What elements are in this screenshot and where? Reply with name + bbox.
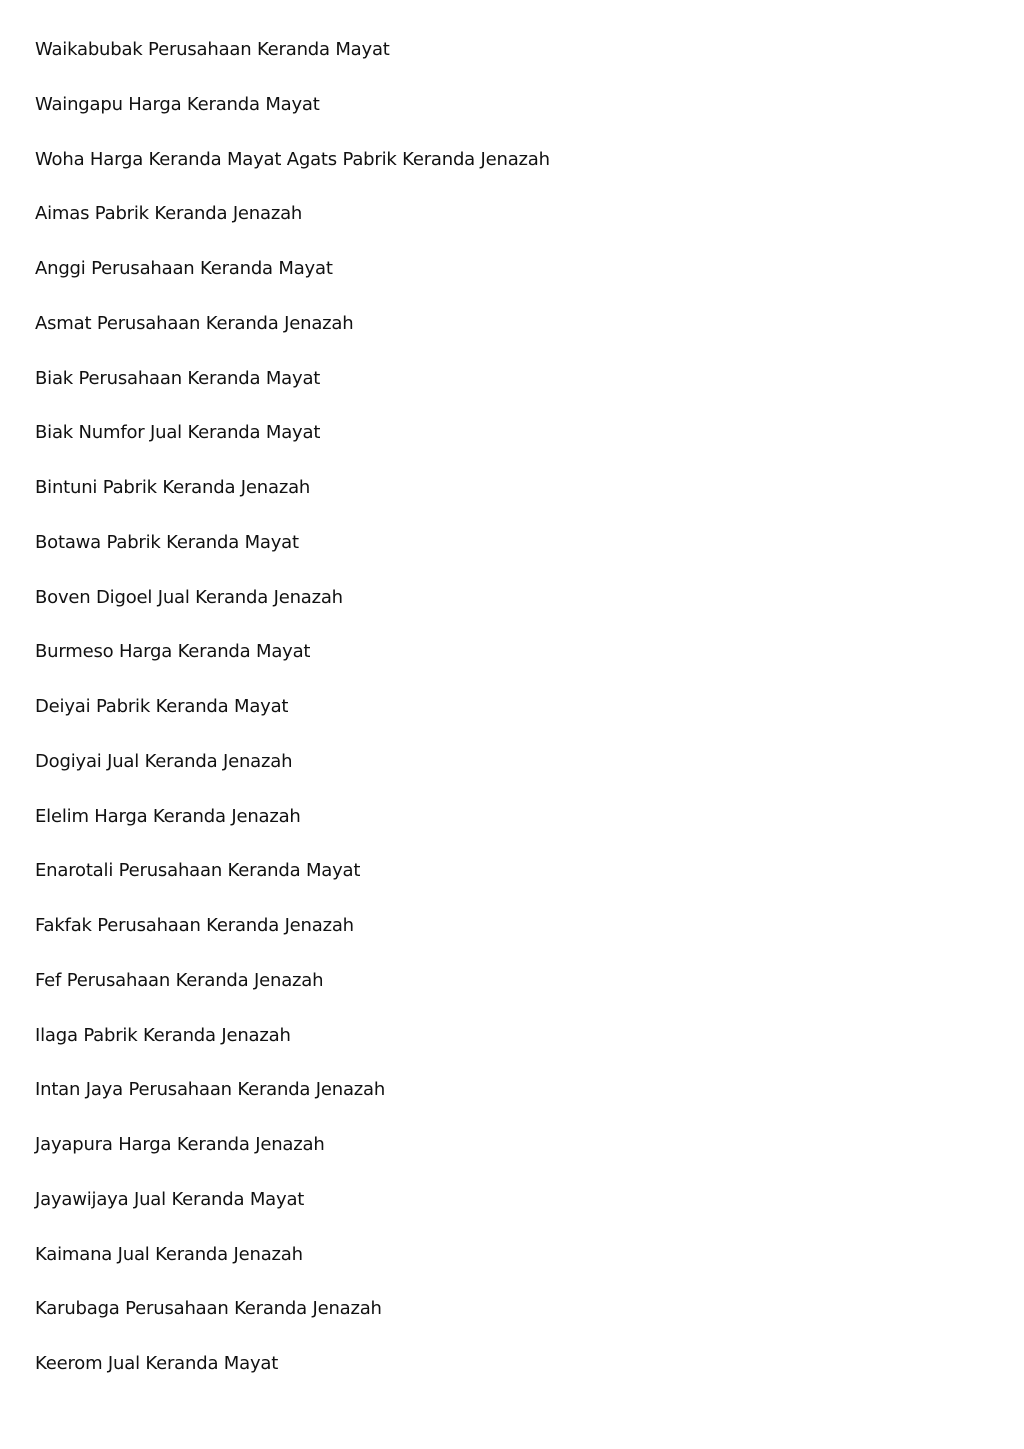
list-item: Woha Harga Keranda Mayat Agats Pabrik Keranda Jenazah <box>35 148 550 170</box>
list-item: Enarotali Perusahaan Keranda Mayat <box>35 860 361 882</box>
list-item: Anggi Perusahaan Keranda Mayat <box>35 258 333 279</box>
list-item: Jayawijaya Jual Keranda Mayat <box>35 1188 305 1210</box>
list-item: Asmat Perusahaan Keranda Jenazah <box>35 312 354 334</box>
list-item: Waingapu Harga Keranda Mayat <box>35 93 320 115</box>
list-item: Fakfak Perusahaan Keranda Jenazah <box>35 915 354 936</box>
list-item: Keerom Jual Keranda Mayat <box>35 1353 279 1374</box>
list-item: Karubaga Perusahaan Keranda Jenazah <box>35 1298 382 1320</box>
list-item: Ilaga Pabrik Keranda Jenazah <box>35 1024 291 1046</box>
list-item: Intan Jaya Perusahaan Keranda Jenazah <box>35 1079 386 1101</box>
list-item: Bintuni Pabrik Keranda Jenazah <box>35 477 311 498</box>
list-item: Dogiyai Jual Keranda Jenazah <box>35 750 293 772</box>
list-item: Elelim Harga Keranda Jenazah <box>35 805 301 827</box>
list-item: Biak Numfor Jual Keranda Mayat <box>35 422 321 444</box>
list-item: Boven Digoel Jual Keranda Jenazah <box>35 586 343 608</box>
list-item: Burmeso Harga Keranda Mayat <box>35 641 311 663</box>
list-item: Kaimana Jual Keranda Jenazah <box>35 1243 303 1265</box>
list-item: Aimas Pabrik Keranda Jenazah <box>35 203 303 225</box>
list-item: Botawa Pabrik Keranda Mayat <box>35 531 299 553</box>
list-item: Fef Perusahaan Keranda Jenazah <box>35 969 324 991</box>
list-item: Deiyai Pabrik Keranda Mayat <box>35 696 289 717</box>
list-item: Biak Perusahaan Keranda Mayat <box>35 367 321 389</box>
list-item: Waikabubak Perusahaan Keranda Mayat <box>35 39 390 60</box>
location-list <box>35 36 995 1405</box>
list-item: Jayapura Harga Keranda Jenazah <box>35 1134 325 1155</box>
